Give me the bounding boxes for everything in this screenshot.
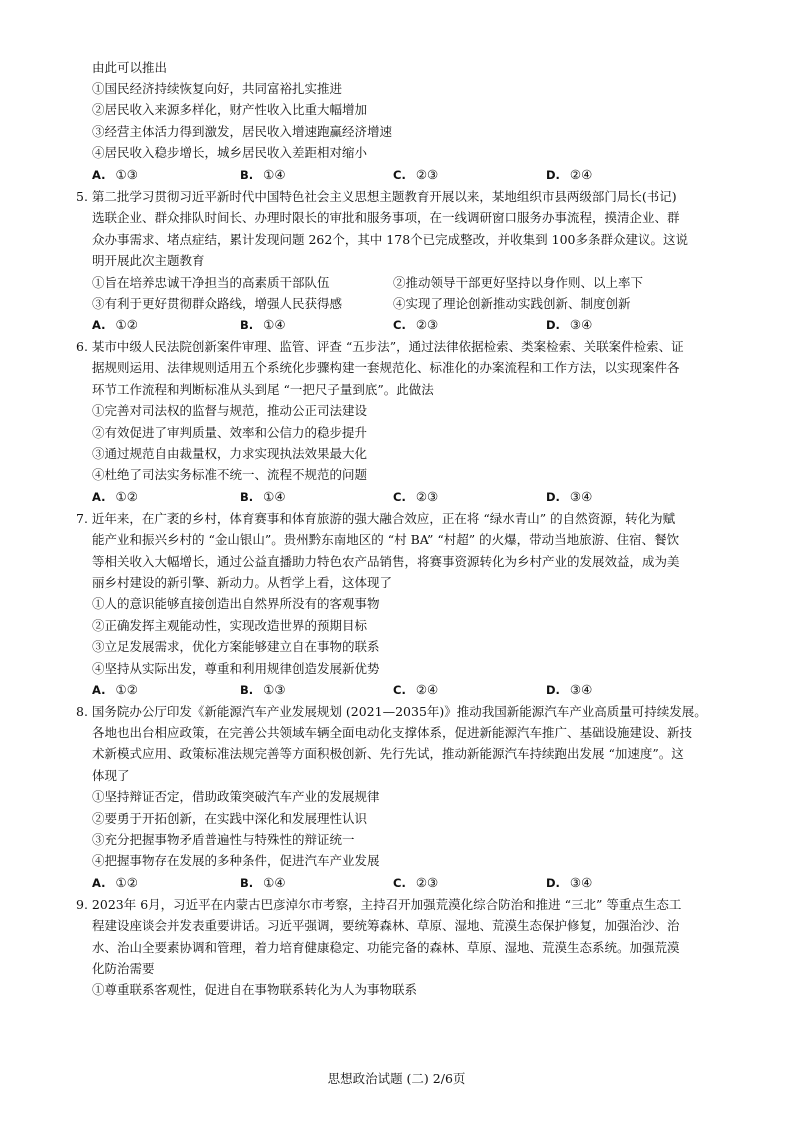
statement-item: ①坚持辩证否定，借助政策突破汽车产业的发展规律 (92, 789, 380, 804)
statement-item: ④把握事物存在发展的多种条件，促进汽车产业发展 (92, 853, 380, 868)
answer-option-c: C. ②③ (393, 489, 439, 504)
statement-item: ②居民收入来源多样化，财产性收入比重大幅增加 (92, 102, 368, 117)
question-stem-line: 体现了 (92, 768, 130, 783)
statement-item: ①尊重联系客观性，促进自在事物联系转化为人为事物联系 (92, 982, 418, 997)
question-number: 9. (76, 897, 88, 912)
question-stem-line: 能产业和振兴乡村的 “金山银山”。贵州黔东南地区的 “村 BA” “村超” 的火爆，带动当地旅游、住宿、餐饮 (92, 532, 680, 547)
question-stem-line: 丽乡村建设的新引擎、新动力。从哲学上看，这体现了 (92, 575, 393, 590)
question-stem-line: 众办事需求、堵点症结，累计发现问题 262个，其中 178个已完成整改，并收集到 100多条群众建议。这说 (92, 232, 688, 247)
question-number: 7. (76, 511, 88, 526)
answer-option-a: A. ①② (92, 875, 138, 890)
answer-option-d: D. ③④ (546, 317, 593, 332)
statement-item: ②要勇于开拓创新，在实践中深化和发展理性认识 (92, 811, 368, 826)
answer-option-b: B. ①④ (240, 317, 286, 332)
question-stem-line: 水、治山全要素协调和管理，着力培育健康稳定、功能完备的森林、草原、湿地、荒漠生态系统。加强荒漠 (92, 940, 680, 955)
answer-option-d: D. ③④ (546, 682, 593, 697)
answer-option-a: A. ①② (92, 317, 138, 332)
question-stem-line: 等相关收入大幅增长，通过公益直播助力特色农产品销售，将赛事资源转化为乡村产业的发展效益，成为美 (92, 554, 680, 569)
statement-item: ①国民经济持续恢复向好，共同富裕扎实推进 (92, 81, 343, 96)
answer-option-c: C. ②③ (393, 875, 439, 890)
answer-option-b: B. ①④ (240, 167, 286, 182)
answer-option-b: B. ①④ (240, 489, 286, 504)
question-stem-line: 选联企业、群众排队时间长、办理时限长的审批和服务事项，在一线调研窗口服务办事流程，摸清企业、群 (92, 210, 680, 225)
statement-item: ②推动领导干部更好坚持以身作则、以上率下 (393, 275, 644, 290)
question-stem-line: 术新模式应用、政策标准法规完善等方面积极创新、先行先试，推动新能源汽车持续跑出发展 “加速度”。这 (92, 746, 684, 761)
statement-item: ①人的意识能够直接创造出自然界所没有的客观事物 (92, 596, 380, 611)
answer-option-d: D. ②④ (546, 167, 593, 182)
statement-item: ④坚持从实际出发，尊重和利用规律创造发展新优势 (92, 661, 380, 676)
question-number: 5. (76, 189, 88, 204)
question-stem-q8: 8. 国务院办公厅印发《新能源汽车产业发展规划 (2021—2035年)》推动我国新能源汽车产业高质量可持续发展。 (76, 704, 707, 719)
answer-option-b: B. ①③ (240, 682, 286, 697)
question-stem-line: 明开展此次主题教育 (92, 253, 205, 268)
question-stem-line: 环节工作流程和判断标准从头到尾 “一把尺子量到底”。此做法 (92, 382, 434, 397)
page-footer: 思想政治试题 (二) 2/6页 (327, 1071, 466, 1086)
statement-item: ②有效促进了审判质量、效率和公信力的稳步提升 (92, 425, 368, 440)
question-stem-line: 据规则运用、法律规则适用五个系统化步骤构建一套规范化、标准化的办案流程和工作方法，以实现案件各 (92, 360, 680, 375)
question-number: 6. (76, 339, 88, 354)
answer-option-a: A. ①③ (92, 167, 138, 182)
statement-item: ③立足发展需求，优化方案能够建立自在事物的联系 (92, 639, 380, 654)
answer-option-a: A. ①② (92, 489, 138, 504)
question-stem-q7: 7. 近年来，在广袤的乡村，体育赛事和体育旅游的强大融合效应，正在将 “绿水青山” 的自然资源，转化为赋 (76, 511, 676, 526)
answer-option-d: D. ③④ (546, 489, 593, 504)
statement-item: ③充分把握事物矛盾普遍性与特殊性的辩证统一 (92, 832, 355, 847)
answer-option-a: A. ①② (92, 682, 138, 697)
answer-option-c: C. ②④ (393, 682, 439, 697)
statement-item: ③通过规范自由裁量权，力求实现执法效果最大化 (92, 446, 368, 461)
question-number: 8. (76, 704, 88, 719)
question-stem-line: 化防治需要 (92, 961, 155, 976)
statement-item: ①旨在培养忠诚干净担当的高素质干部队伍 (92, 275, 330, 290)
statement-item: ④杜绝了司法实务标准不统一、流程不规范的问题 (92, 467, 368, 482)
question-stem-q5: 5. 第二批学习贯彻习近平新时代中国特色社会主义思想主题教育开展以来，某地组织市县两级部门局长(书记) (76, 189, 677, 204)
question-stem-line: 程建设座谈会并发表重要讲话。习近平强调，要统筹森林、草原、湿地、荒漠生态保护修复，加强治沙、治 (92, 918, 680, 933)
statement-item: ①完善对司法权的监督与规范，推动公正司法建设 (92, 403, 368, 418)
statement-item: ④实现了理论创新推动实践创新、制度创新 (393, 296, 631, 311)
question-stem-line: 各地也出台相应政策，在完善公共领域车辆全面电动化支撑体系，促进新能源汽车推广、基础设施建设、新技 (92, 725, 693, 740)
answer-option-b: B. ①④ (240, 875, 286, 890)
statement-item: ②正确发挥主观能动性，实现改造世界的预期目标 (92, 618, 368, 633)
statement-item: ③有利于更好贯彻群众路线，增强人民获得感 (92, 296, 343, 311)
question-stem-q6: 6. 某市中级人民法院创新案件审理、监管、评查 “五步法”，通过法律依据检索、类案检索、关联案件检索、证 (76, 339, 684, 354)
question-stem-q4: 由此可以推出 (92, 60, 168, 75)
answer-option-c: C. ②③ (393, 317, 439, 332)
statement-item: ③经营主体活力得到激发，居民收入增速跑赢经济增速 (92, 124, 393, 139)
answer-option-c: C. ②③ (393, 167, 439, 182)
statement-item: ④居民收入稳步增长，城乡居民收入差距相对缩小 (92, 145, 368, 160)
answer-option-d: D. ③④ (546, 875, 593, 890)
question-stem-q9: 9. 2023年 6月，习近平在内蒙古巴彦淖尔市考察，主持召开加强荒漠化综合防治和推进 “三北” 等重点生态工 (76, 897, 682, 912)
